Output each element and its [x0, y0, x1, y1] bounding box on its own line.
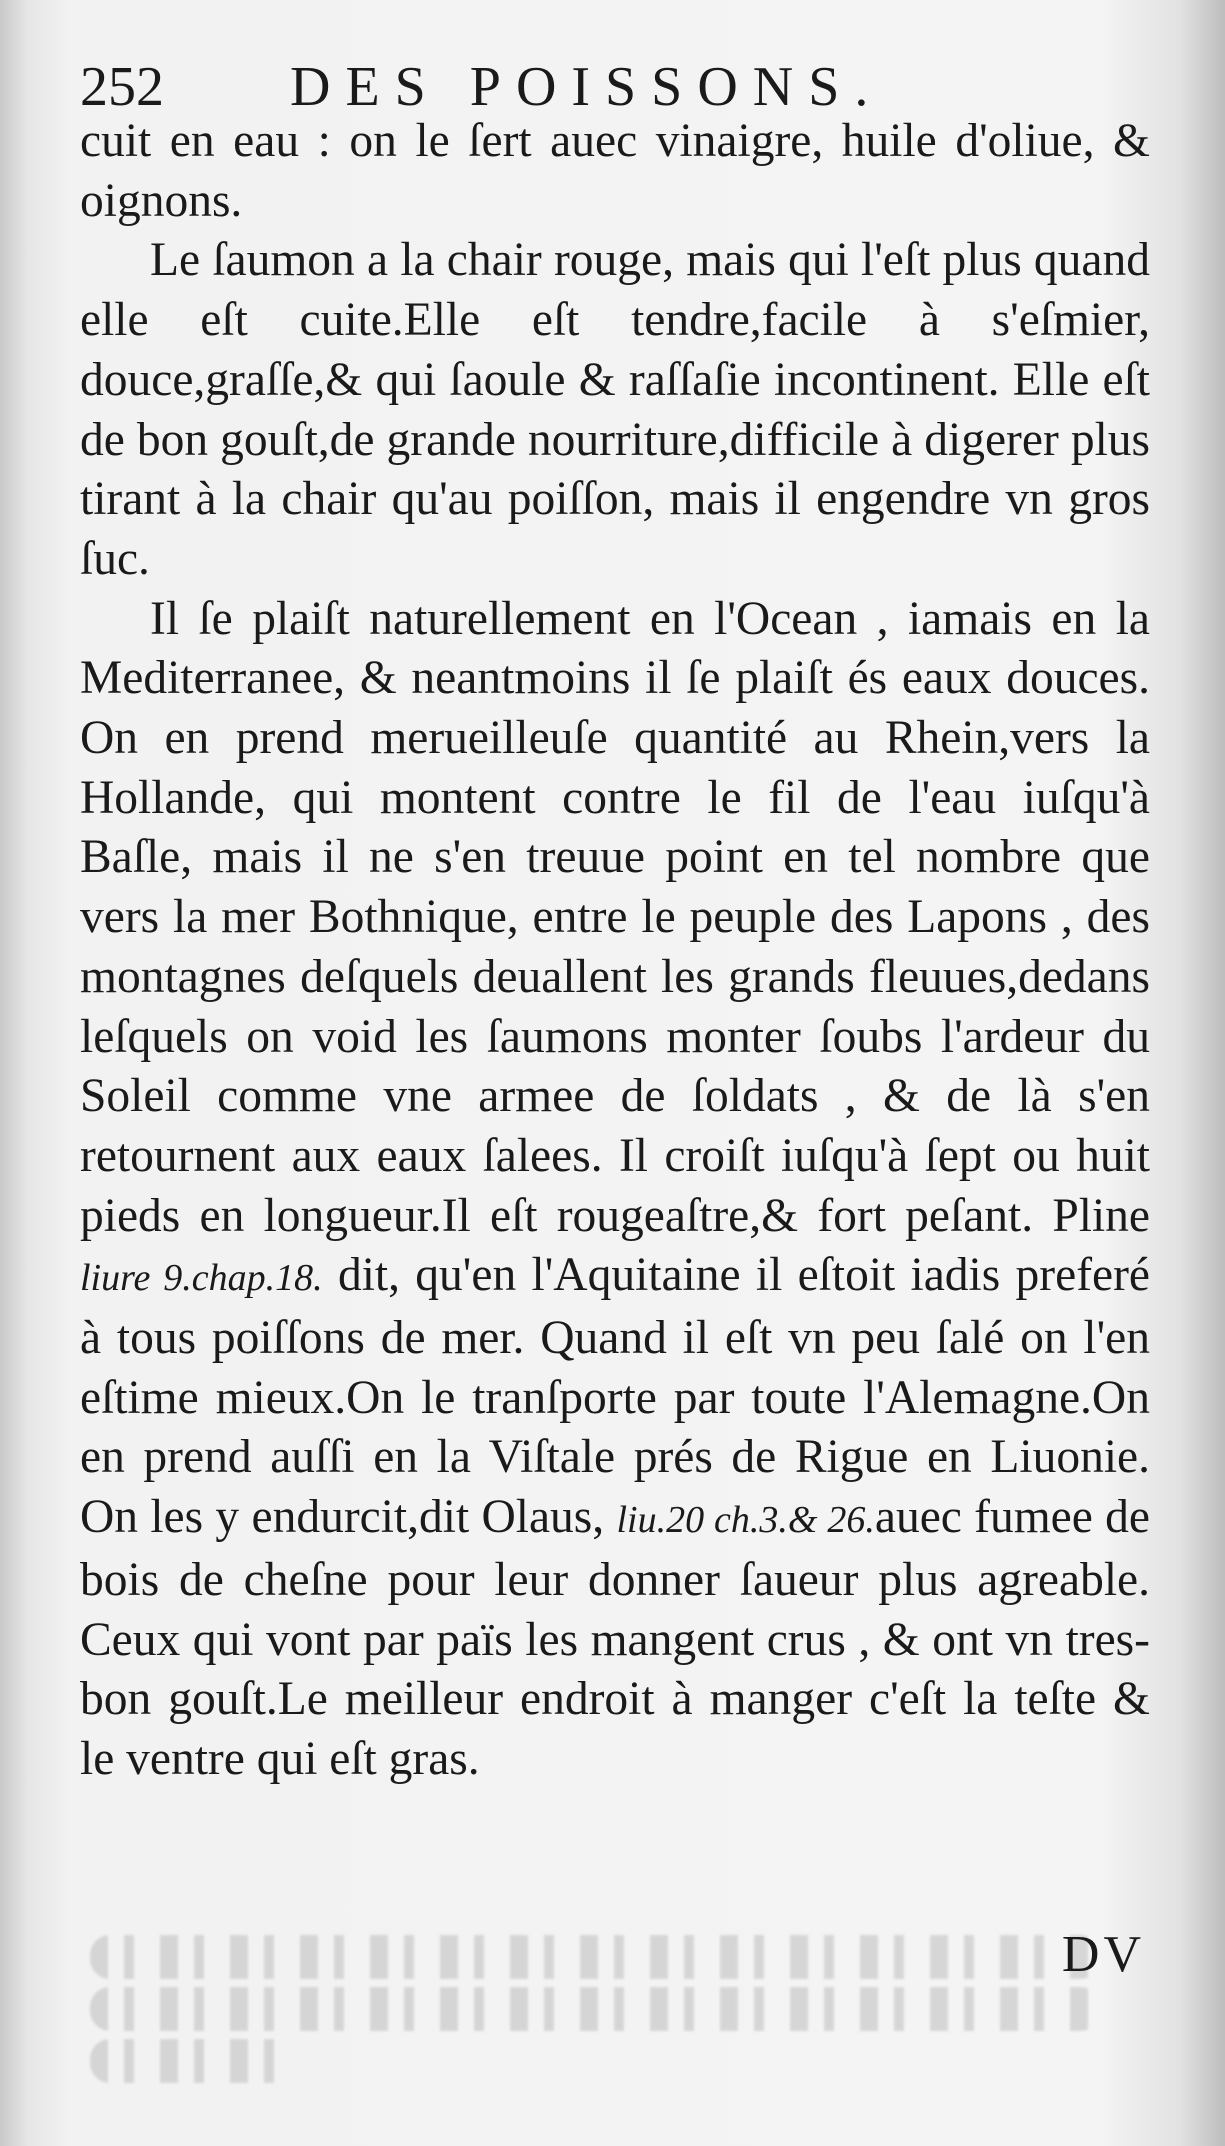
- paragraph-text: Le ſaumon a la chair rouge, mais qui l'eſt plus quand elle eſt cuite.Elle eſt tendre,facile à s'eſmier, douce,graſſe,& qui ſaoule & raſſaſie incontinent. Elle eſt de bon gouſt,de grande nourriture,difficile à digerer plus tirant à la chair qu'au poiſſon, mais il engendre vn gros ſuc.: [80, 234, 1150, 585]
- show-through-text: [90, 1935, 1100, 2085]
- show-through-line: [90, 1935, 1100, 1979]
- paragraph-saumon-chair: [80, 231, 1150, 589]
- citation-olaus: liu.20 ch.3.& 26.: [616, 1499, 875, 1542]
- citation-pline: liure 9.chap.18.: [80, 1257, 323, 1300]
- catchword: DV: [1061, 1926, 1145, 1983]
- paragraph-text: auec fumee de bois de cheſne pour leur donner ſaueur plus agreable. Ceux qui vont par païs les mangent crus , & ont vn tres-bon gouſt.Le meilleur endroit à manger c'eſt la teſte & le ventre qui eſt gras.: [80, 1491, 1150, 1785]
- paragraph-text: cuit en eau : on le ſert auec vinaigre, huile d'oliue, & oignons.: [80, 115, 1150, 227]
- show-through-line: [90, 1987, 1100, 2031]
- paragraph-text: Il ſe plaiſt naturellement en l'Ocean , iamais en la Mediterranee, & neantmoins il ſe plaiſt és eaux douces. On en prend merueilleuſe quantité au Rhein,vers la Hollande, qui montent contre le fil de l'eau iuſqu'à Baſle, mais il ne s'en treuue point en tel nombre que vers la mer Bothnique, entre le peuple des Lapons , des montagnes deſquels deuallent les grands fleuues,dedans leſquels on void les ſaumons monter ſoubs l'ardeur du Soleil comme vne armee de ſoldats , & de là s'en retournent aux eaux ſalees. Il croiſt iuſqu'à ſept ou huit pieds en longueur.Il eſt rougeaſtre,& fort peſant. Pline: [80, 592, 1150, 1242]
- page-number: 252: [80, 56, 164, 118]
- running-title: DES POISSONS.: [290, 56, 884, 118]
- show-through-line: [90, 2039, 292, 2083]
- paragraph-continuation: [80, 112, 1150, 231]
- paragraph-saumon-habitat: [80, 590, 1150, 1790]
- body-text: [80, 112, 1150, 1790]
- paragraph-text: dit, qu'en l'Aquitaine il eſtoit iadis preferé à tous poiſſons de mer. Quand il eſt vn peu ſalé on l'en eſtime mieux.On le tranſporte par toute l'Alemagne.On en prend auſſi en la Viſtale prés de Rigue en Liuonie. On les y endurcit,dit Olaus,: [80, 1249, 1150, 1544]
